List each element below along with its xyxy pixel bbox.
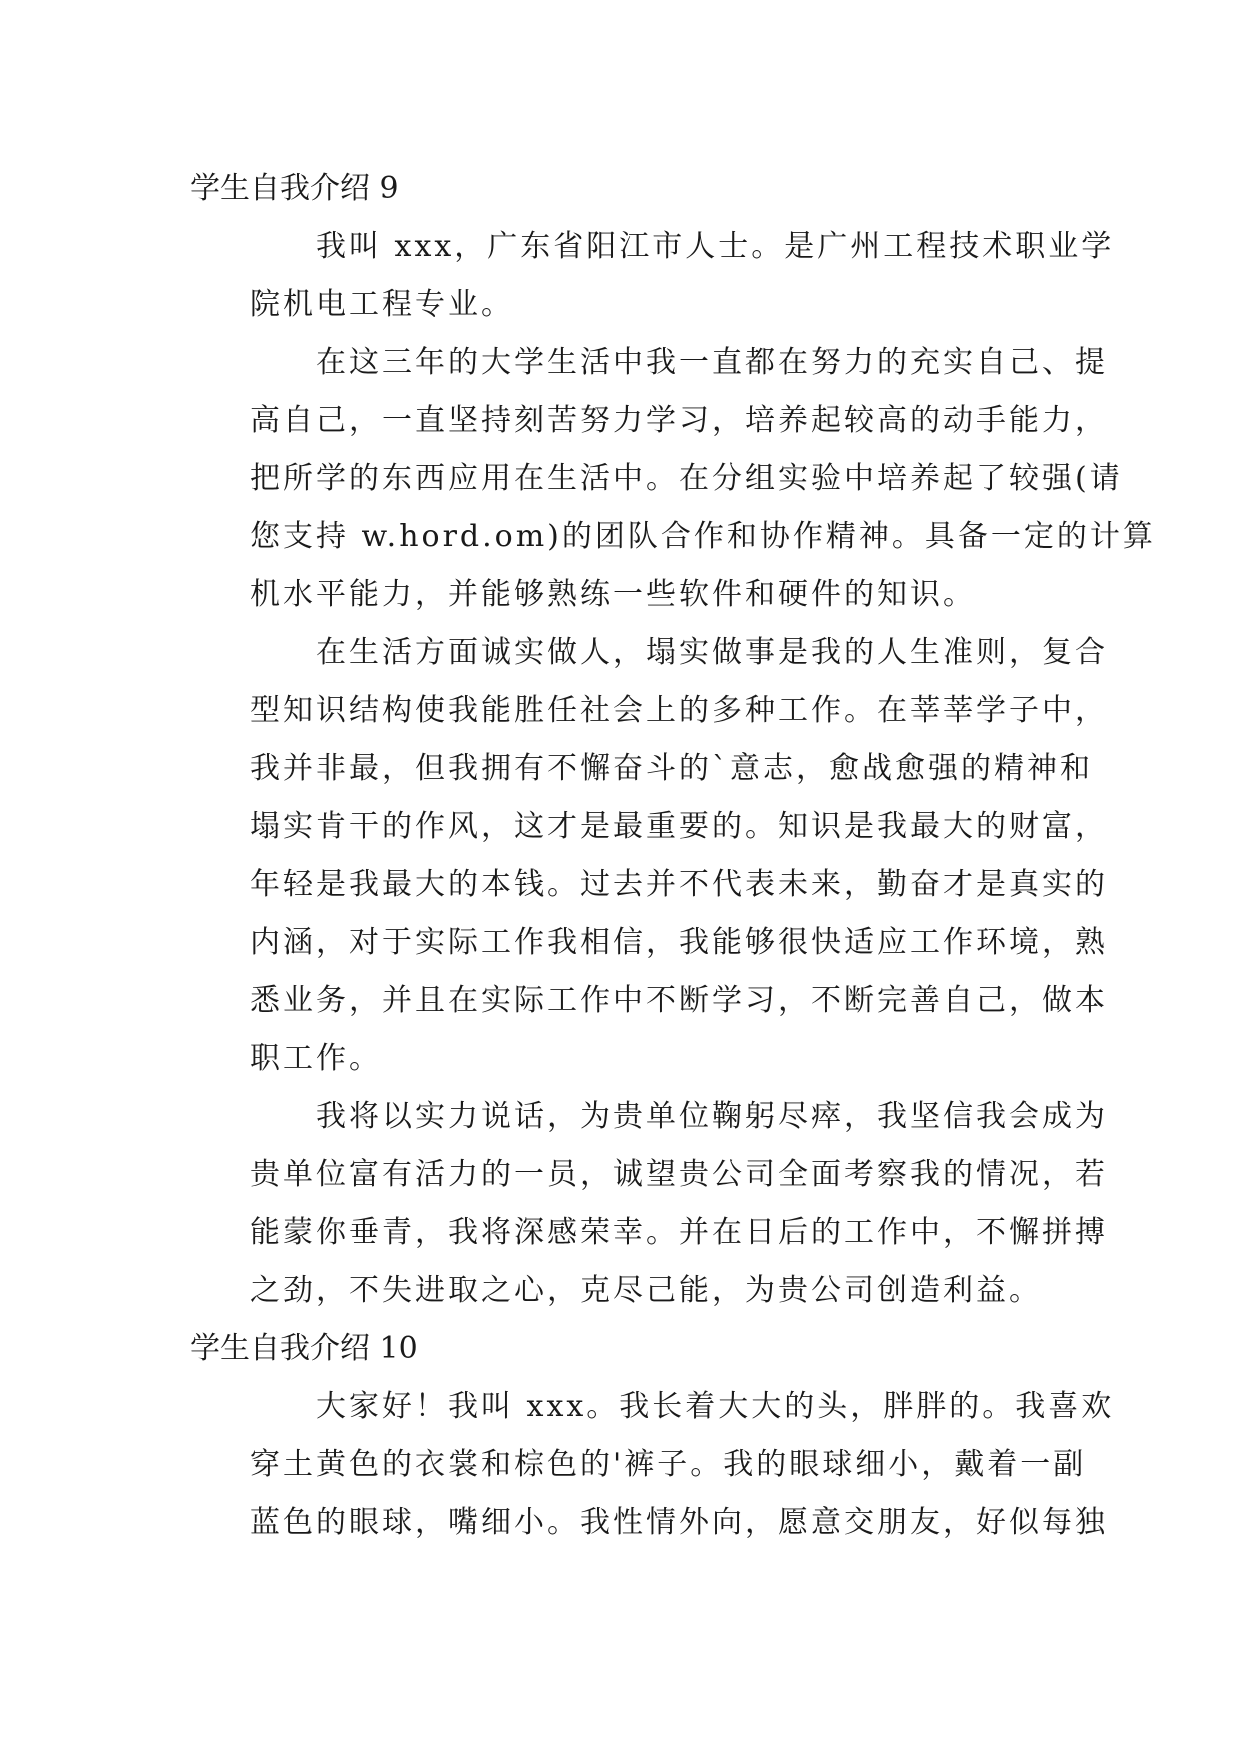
paragraph-line: 机水平能力，并能够熟练一些软件和硬件的知识。 [250,577,976,612]
section-heading-9: 学生自我介绍 9 [190,171,399,206]
document-body [190,160,1156,1552]
paragraph-line: 大家好！我叫 xxx。我长着大大的头，胖胖的。我喜欢 [316,1389,1115,1424]
paragraph-line: 您支持 w.hord.om)的团队合作和协作精神。具备一定的计算 [250,519,1156,554]
paragraph-line: 我将以实力说话，为贵单位鞠躬尽瘁，我坚信我会成为 [316,1099,1108,1134]
paragraph-closing [190,1088,1108,1320]
paragraph-intro [190,218,1115,334]
paragraph-line: 之劲，不失进取之心，克尽己能，为贵公司创造利益。 [250,1273,1042,1308]
section-heading-10: 学生自我介绍 10 [190,1331,418,1366]
paragraph-line: 我叫 xxx，广东省阳江市人士。是广州工程技术职业学 [316,229,1115,264]
paragraph-line: 我并非最，但我拥有不懈奋斗的`意志，愈战愈强的精神和 [250,751,1093,786]
paragraph-line: 型知识结构使我能胜任社会上的多种工作。在莘莘学子中， [250,693,1108,728]
paragraph-line: 悉业务，并且在实际工作中不断学习，不断完善自己，做本 [250,983,1108,1018]
paragraph-line: 在这三年的大学生活中我一直都在努力的充实自己、提 [316,345,1108,380]
paragraph-line: 高自己，一直坚持刻苦努力学习，培养起较高的动手能力， [250,403,1108,438]
paragraph-line: 在生活方面诚实做人，塌实做事是我的人生准则，复合 [316,635,1108,670]
paragraph-line: 把所学的东西应用在生活中。在分组实验中培养起了较强(请 [250,461,1123,496]
paragraph-greeting [190,1378,1115,1552]
paragraph-line: 内涵，对于实际工作我相信，我能够很快适应工作环境，熟 [250,925,1108,960]
paragraph-line: 职工作。 [250,1041,382,1076]
paragraph-study [190,334,1156,624]
paragraph-line: 院机电工程专业。 [250,287,514,322]
paragraph-line: 塌实肯干的作风，这才是最重要的。知识是我最大的财富， [250,809,1108,844]
paragraph-line: 穿土黄色的衣裳和棕色的'裤子。我的眼球细小，戴着一副 [250,1447,1087,1482]
paragraph-line: 贵单位富有活力的一员，诚望贵公司全面考察我的情况，若 [250,1157,1108,1192]
paragraph-line: 年轻是我最大的本钱。过去并不代表未来，勤奋才是真实的 [250,867,1108,902]
paragraph-line: 能蒙你垂青，我将深感荣幸。并在日后的工作中，不懈拼搏 [250,1215,1108,1250]
paragraph-line: 蓝色的眼球，嘴细小。我性情外向，愿意交朋友，好似每独 [250,1505,1108,1540]
paragraph-life [190,624,1108,1088]
